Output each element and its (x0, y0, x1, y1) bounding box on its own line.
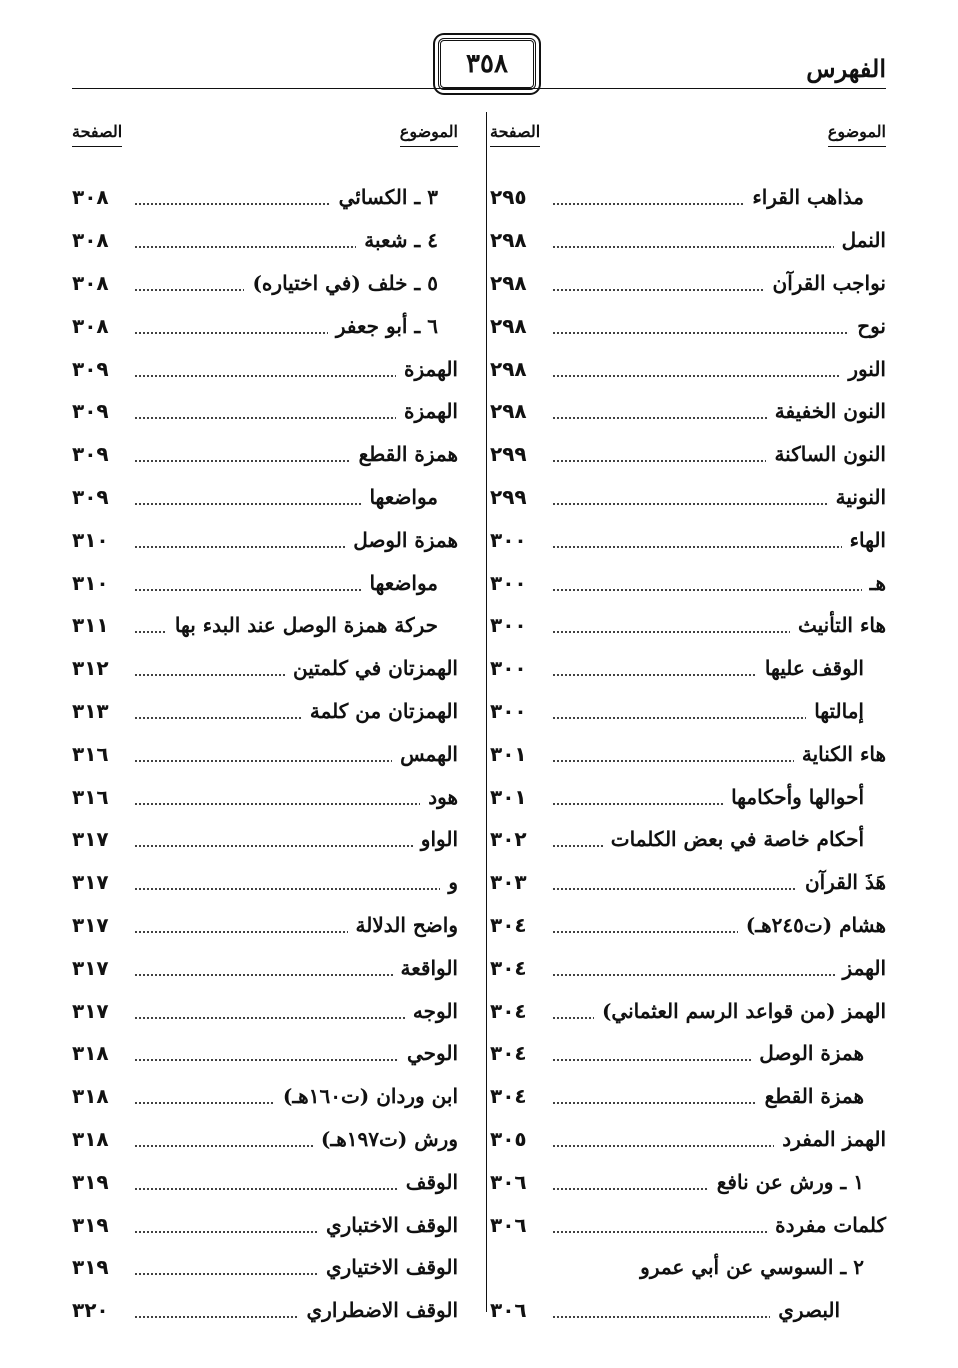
entry-topic: الهمزتان في كلمتين (293, 656, 458, 681)
entry-page-number: ٣١٣ (72, 698, 109, 723)
entry-page-number: ٣١١ (72, 613, 109, 638)
dot-leader (552, 845, 603, 847)
entry-topic: همزة الوصل (353, 527, 458, 552)
entry-page-number: ٣١٧ (72, 998, 109, 1023)
entry-page-number: ٢٩٥ (490, 185, 527, 210)
dot-leader (134, 845, 413, 847)
entry-page-number: ٢٩٨ (490, 270, 527, 295)
entry-page-number: ٣٠٠ (490, 613, 527, 638)
index-entry (72, 818, 472, 861)
entry-topic: مواضعها (369, 570, 438, 595)
index-entry (72, 690, 472, 733)
entry-topic: الهمس (400, 741, 458, 766)
dot-leader (134, 203, 331, 205)
dot-leader (134, 546, 345, 548)
entry-topic: الهمز (من قواعد الرسم العثماني) (601, 998, 886, 1023)
entry-topic: الهاء (849, 527, 886, 552)
entry-topic: ٢ ـ السوسي عن أبي عمرو (640, 1255, 864, 1280)
entry-topic: النونية (835, 484, 886, 509)
index-entry (490, 1032, 886, 1075)
index-entry (72, 561, 472, 604)
dot-leader (552, 1273, 632, 1275)
index-entry (490, 732, 886, 775)
dot-leader (134, 589, 361, 591)
entry-page-number: ٣١٨ (72, 1126, 109, 1151)
dot-leader (134, 289, 244, 291)
entry-page-number: ٣٠٩ (72, 442, 109, 467)
index-entry (72, 476, 472, 519)
entry-page-number: ٣٠٢ (490, 827, 527, 852)
entry-page-number: ٣٠٤ (490, 1084, 527, 1109)
entry-page-number: ٣٠٥ (490, 1126, 527, 1151)
entry-topic: النور (848, 356, 886, 381)
entry-page-number: ٣١٧ (72, 870, 109, 895)
index-entry (490, 390, 886, 433)
dot-leader (552, 1102, 757, 1104)
index-entry (72, 946, 472, 989)
index-entry (72, 904, 472, 947)
entry-topic: همزة الوصل (759, 1041, 864, 1066)
entry-page-number: ٣٠٨ (72, 313, 109, 338)
entry-topic: إمالتها (814, 698, 864, 723)
entry-topic: هَذَ القرآن (804, 870, 886, 895)
index-entry (72, 1289, 472, 1332)
entry-page-number: ٣٠١ (490, 741, 527, 766)
entry-topic: واضح الدلالة (355, 912, 458, 937)
dot-leader (134, 332, 328, 334)
page-header: الصفحة (72, 122, 122, 147)
index-entry (72, 647, 472, 690)
entry-page-number: ٣٢٠ (72, 1298, 109, 1323)
entry-topic: ٦ ـ أبو جعفر (335, 313, 438, 338)
entry-topic: الوقف (405, 1169, 458, 1194)
index-entry (490, 561, 886, 604)
index-entry (72, 1075, 472, 1118)
entry-topic: و (448, 870, 458, 895)
index-entry (490, 219, 886, 262)
dot-leader (134, 931, 348, 933)
index-entry (490, 1075, 886, 1118)
entry-page-number: ٣٠٠ (490, 527, 527, 552)
entry-topic: هاء التأنيث (797, 613, 886, 638)
entry-topic: أحوالها وأحكامها (731, 784, 864, 809)
page-number-box: ٣٥٨ (438, 38, 536, 90)
entry-topic: هشام (ت٢٤٥هـ) (745, 912, 886, 937)
dot-leader (134, 717, 302, 719)
index-entries (72, 176, 472, 1332)
page-title: الفهرس (806, 54, 886, 83)
entry-page-number: ٣٠٩ (72, 356, 109, 381)
entry-topic: البصري (778, 1298, 840, 1323)
entry-page-number: ٣٠٠ (490, 570, 527, 595)
entry-topic: الوقف عليها (764, 656, 864, 681)
dot-leader (552, 1231, 767, 1233)
index-entry (72, 1032, 472, 1075)
entry-topic: الهمز (842, 955, 886, 980)
index-entry (490, 1203, 886, 1246)
entry-topic: هاء الكناية (801, 741, 886, 766)
entry-page-number: ٢٩٨ (490, 228, 527, 253)
entry-page-number: ٣٠٨ (72, 185, 109, 210)
index-entry (72, 518, 472, 561)
entry-page-number: ٣١٧ (72, 955, 109, 980)
entry-page-number: ٣٠٣ (490, 870, 527, 895)
dot-leader (552, 417, 767, 419)
entry-topic: ٥ ـ خلف (في اختياره) (252, 270, 438, 295)
index-entry (490, 861, 886, 904)
dot-leader (552, 589, 862, 591)
index-entry (490, 604, 886, 647)
dot-leader (134, 974, 393, 976)
index-entry (72, 1246, 472, 1289)
entry-page-number: ٣٠٤ (490, 912, 527, 937)
entry-topic: همزة القطع (358, 442, 458, 467)
entry-page-number: ٣١٩ (72, 1255, 109, 1280)
entry-page-number: ٣١٩ (72, 1212, 109, 1237)
index-entries (490, 176, 886, 1332)
dot-leader (134, 1273, 318, 1275)
index-entry (72, 989, 472, 1032)
index-entry (490, 433, 886, 476)
dot-leader (134, 1316, 299, 1318)
entry-page-number: ٢٩٨ (490, 313, 527, 338)
entry-topic: ابن وردان (ت١٦٠هـ) (282, 1084, 458, 1109)
entry-topic: حركة همزة الوصل عند البدء بها (174, 613, 438, 638)
index-entry (72, 1203, 472, 1246)
entry-page-number: ٣١٨ (72, 1084, 109, 1109)
dot-leader (552, 760, 794, 762)
index-entry (72, 861, 472, 904)
dot-leader (552, 460, 766, 462)
dot-leader (552, 546, 842, 548)
index-entry (490, 304, 886, 347)
index-entry (72, 219, 472, 262)
entry-page-number: ٣٠٤ (490, 998, 527, 1023)
index-entry (72, 732, 472, 775)
dot-leader (552, 888, 797, 890)
entry-topic: الهمزة (404, 356, 458, 381)
entry-topic: نوح (857, 313, 886, 338)
entry-page-number: ٣٠٦ (490, 1169, 527, 1194)
index-entry (490, 476, 886, 519)
dot-leader (552, 674, 757, 676)
entry-page-number: ٢٩٨ (490, 356, 527, 381)
index-entry (72, 347, 472, 390)
dot-leader (552, 332, 849, 334)
index-entry (72, 390, 472, 433)
dot-leader (134, 1059, 399, 1061)
dot-leader (552, 289, 765, 291)
entry-topic: الهمز المفرد (782, 1126, 886, 1151)
dot-leader (552, 203, 744, 205)
page-header: الصفحة (490, 122, 540, 147)
entry-topic: الهمزة (404, 399, 458, 424)
index-entry (490, 1118, 886, 1161)
entry-page-number: ٣١٢ (72, 656, 109, 681)
entry-topic: النون الخفيفة (774, 399, 886, 424)
entry-page-number: ٣١٦ (72, 784, 109, 809)
entry-page-number: ٣٠٦ (490, 1298, 527, 1323)
entry-page-number: ٣٠١ (490, 784, 527, 809)
entry-topic: الهمزتان من كلمة (309, 698, 458, 723)
topic-header: الموضوع (828, 122, 886, 147)
entry-page-number: ٢٩٩ (490, 484, 527, 509)
dot-leader (552, 1145, 774, 1147)
column-header (490, 122, 886, 164)
entry-topic: ٤ ـ شعبة (364, 228, 438, 253)
dot-leader (134, 888, 440, 890)
dot-leader (134, 1017, 405, 1019)
dot-leader (552, 1188, 709, 1190)
dot-leader (552, 931, 738, 933)
index-entry (490, 946, 886, 989)
index-entry (72, 1118, 472, 1161)
header-rule (72, 88, 886, 89)
entry-topic: ١ ـ ورش عن نافع (716, 1169, 864, 1194)
index-entry (490, 347, 886, 390)
entry-topic: نواجب القرآن (772, 270, 886, 295)
dot-leader (134, 1102, 275, 1104)
entry-page-number: ٣٠٩ (72, 484, 109, 509)
entry-topic: الوقف الاختياري (325, 1255, 458, 1280)
entry-topic: النون الساكنة (774, 442, 886, 467)
entry-topic: هود (428, 784, 458, 809)
dot-leader (134, 674, 285, 676)
dot-leader (552, 631, 790, 633)
entry-page-number: ٣٠٦ (490, 1212, 527, 1237)
entry-topic: همزة القطع (764, 1084, 864, 1109)
dot-leader (552, 974, 835, 976)
index-entry (72, 262, 472, 305)
dot-leader (134, 1231, 318, 1233)
index-entry (490, 1289, 886, 1332)
dot-leader (134, 1145, 313, 1147)
entry-page-number: ٣١٧ (72, 912, 109, 937)
index-entry (72, 775, 472, 818)
dot-leader (552, 1316, 770, 1318)
index-entry (72, 433, 472, 476)
dot-leader (552, 246, 834, 248)
dot-leader (552, 503, 828, 505)
index-column-right (490, 122, 886, 1332)
index-entry (490, 775, 886, 818)
entry-page-number: ٣١٠ (72, 527, 109, 552)
index-entry (72, 304, 472, 347)
entry-topic: أحكام خاصة في بعض الكلمات (610, 827, 864, 852)
dot-leader (134, 803, 420, 805)
dot-leader (134, 460, 351, 462)
entry-page-number: ٣٠٠ (490, 698, 527, 723)
dot-leader (552, 717, 806, 719)
dot-leader (134, 417, 396, 419)
entry-topic: كلمات مفردة (775, 1212, 886, 1237)
index-entry (72, 1160, 472, 1203)
dot-leader (134, 631, 167, 633)
entry-topic: الوقف الاضطراري (306, 1298, 458, 1323)
entry-topic: مواضعها (369, 484, 438, 509)
entry-page-number: ٣١٧ (72, 827, 109, 852)
entry-topic: الوقف الاختباري (325, 1212, 458, 1237)
entry-page-number: ٣١٨ (72, 1041, 109, 1066)
index-entry (490, 647, 886, 690)
index-entry (490, 989, 886, 1032)
dot-leader (134, 1188, 398, 1190)
entry-topic: الوجه (412, 998, 458, 1023)
entry-topic: الواقعة (400, 955, 458, 980)
entry-page-number: ٣٠٨ (72, 228, 109, 253)
entry-page-number: ٣١٦ (72, 741, 109, 766)
entry-topic: ٣ ـ الكسائي (338, 185, 438, 210)
entry-topic: ورش (ت١٩٧هـ) (320, 1126, 458, 1151)
index-column-left (72, 122, 472, 1332)
entry-page-number: ٣٠٩ (72, 399, 109, 424)
index-entry (490, 818, 886, 861)
dot-leader (134, 246, 356, 248)
index-entry (490, 1246, 886, 1289)
index-entry (490, 518, 886, 561)
entry-page-number: ٣١٩ (72, 1169, 109, 1194)
entry-topic: النمل (841, 228, 886, 253)
entry-topic: هـ (869, 570, 886, 595)
dot-leader (134, 760, 392, 762)
entry-page-number: ٣٠٤ (490, 1041, 527, 1066)
dot-leader (134, 375, 396, 377)
entry-page-number: ٢٩٩ (490, 442, 527, 467)
entry-page-number: ٣٠٠ (490, 656, 527, 681)
index-entry (72, 176, 472, 219)
dot-leader (552, 803, 723, 805)
entry-topic: الواو (420, 827, 458, 852)
index-entry (490, 1160, 886, 1203)
entry-page-number: ٣٠٨ (72, 270, 109, 295)
entry-topic: الوحي (406, 1041, 458, 1066)
index-entry (72, 604, 472, 647)
dot-leader (552, 375, 840, 377)
entry-page-number: ٣٠٤ (490, 955, 527, 980)
topic-header: الموضوع (400, 122, 458, 147)
index-entry (490, 904, 886, 947)
dot-leader (134, 503, 361, 505)
index-entry (490, 176, 886, 219)
dot-leader (552, 1059, 751, 1061)
entry-topic: مذاهب القراء (752, 185, 864, 210)
entry-page-number: ٣١٠ (72, 570, 109, 595)
index-entry (490, 262, 886, 305)
dot-leader (552, 1017, 594, 1019)
entry-page-number: ٢٩٨ (490, 399, 527, 424)
index-entry (490, 690, 886, 733)
column-divider (486, 112, 487, 1312)
column-header (72, 122, 472, 164)
